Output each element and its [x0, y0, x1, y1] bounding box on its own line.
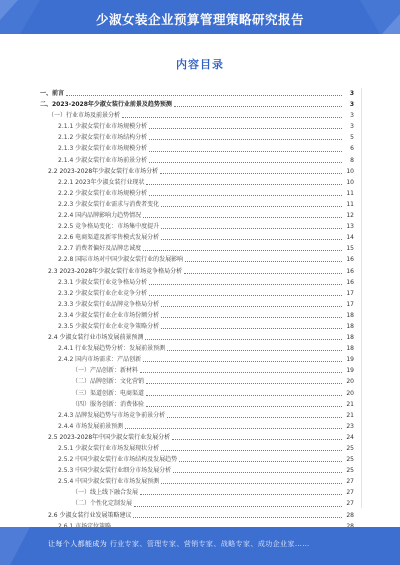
toc-entry-label: 一、前言 [40, 90, 65, 97]
toc-entry[interactable] [40, 254, 354, 265]
toc-dot-leader [185, 261, 342, 262]
toc-page-number: 16 [346, 267, 354, 275]
toc-entry-label: 2.2.2 少淑女装行业市场规模分析 [58, 189, 148, 197]
toc-dot-leader [149, 128, 342, 129]
toc-entry[interactable] [40, 510, 354, 521]
toc-entry-label: 2.3.4 少淑女装行业企业市场份额分析 [58, 311, 160, 319]
toc-entry-label: （一）线上线下融合发展 [72, 489, 139, 497]
toc-page-number: 20 [346, 378, 354, 386]
toc-entry-label: （二）品牌创新：文化营销 [72, 378, 145, 386]
toc-entry[interactable] [40, 199, 354, 210]
toc-entry-label: 2.4 少淑女装行业市场发展前景预测 [48, 334, 144, 342]
toc-entry-label: 2.1.4 少淑女装行业市场前景分析 [58, 156, 148, 164]
toc-entry-label: 2.4.2 国内市场需求：产品创新 [58, 356, 142, 364]
toc-entry[interactable] [40, 399, 354, 410]
toc-entry-label: 2.2.4 国内品牌影响力趋势情况 [58, 212, 142, 220]
toc-dot-leader [143, 217, 342, 218]
toc-entry-label: 2.5.1 少淑女装行业市场发展现状分析 [58, 445, 160, 452]
toc-page-number: 3 [349, 90, 354, 97]
toc-entry-label: 2.5.3 中国少淑女装行业细分市场发展分析 [58, 467, 172, 475]
toc-entry-label: 2.2.6 电商渠道及新零售模式发展分析 [58, 234, 160, 242]
toc-page-number: 21 [346, 400, 354, 408]
table-of-contents [40, 88, 354, 532]
toc-dot-leader [146, 406, 342, 407]
toc-page-number: 19 [346, 367, 354, 375]
toc-dot-leader [161, 306, 342, 307]
toc-dot-leader [149, 195, 342, 196]
toc-page-number: 25 [346, 445, 354, 452]
toc-page-number: 24 [346, 433, 354, 441]
toc-dot-leader [161, 239, 342, 240]
toc-dot-leader [161, 317, 342, 318]
toc-page-number: 20 [346, 389, 354, 397]
toc-dot-leader [161, 328, 342, 329]
toc-page-number: 27 [346, 500, 354, 508]
toc-dot-leader [161, 206, 342, 207]
toc-entry-label: 2.4.1 行业发展趋势分析：发展前景预测 [58, 345, 166, 353]
toc-entry-label: 2.2.5 竞争格局变化：市场集中度提升 [58, 223, 160, 231]
toc-entry[interactable] [40, 299, 354, 310]
toc-entry-label: （一）行业市场及前景分析 [48, 112, 121, 120]
toc-entry-label: 2.1.3 少淑女装行业市场规模分析 [58, 145, 148, 153]
toc-entry-label: 2.2.3 少淑女装行业需求与消费者变化 [58, 200, 160, 208]
toc-entry[interactable] [40, 221, 354, 232]
toc-page-number: 6 [350, 145, 354, 153]
toc-page-number: 18 [346, 334, 354, 342]
toc-dot-leader [184, 273, 342, 274]
toc-page-number: 25 [346, 456, 354, 464]
toc-entry-label: （二）个性化定制发展 [72, 500, 133, 508]
toc-page-number: 21 [346, 411, 354, 419]
toc-dot-leader [66, 95, 342, 96]
toc-dot-leader [149, 284, 342, 285]
header-banner [0, 0, 400, 34]
toc-page-number: 28 [346, 511, 354, 519]
toc-dot-leader [174, 106, 342, 107]
toc-entry-label: 2.1.2 少淑女装行业市场结构分析 [58, 134, 148, 142]
toc-dot-leader [161, 450, 342, 451]
toc-page-number: 17 [346, 300, 354, 308]
toc-entry[interactable] [40, 388, 354, 399]
toc-entry-label: 2.3.2 少淑女装行业企业竞争分析 [58, 289, 148, 297]
footer-slogan [48, 539, 310, 549]
toc-entry-label: （一）产品创新：新材料 [72, 367, 139, 375]
toc-entry-label: 2.3.3 少淑女装行业品牌竞争格局分析 [58, 300, 160, 308]
toc-page-number: 17 [346, 289, 354, 297]
toc-entry[interactable] [40, 321, 354, 332]
toc-entry[interactable] [40, 487, 354, 498]
toc-entry[interactable] [40, 332, 354, 343]
toc-entry[interactable] [40, 421, 354, 432]
toc-dot-leader [149, 139, 342, 140]
toc-dot-leader [167, 417, 342, 418]
toc-entry[interactable] [40, 376, 354, 387]
toc-entry-label: 2.3.5 少淑女装行业企业竞争策略分析 [58, 322, 160, 330]
toc-page-number: 15 [346, 245, 354, 253]
footer-decoration [0, 527, 40, 565]
toc-entry-label: 2.2 2023-2028年少淑女装行业市场分析 [48, 167, 159, 175]
toc-dot-leader [146, 395, 342, 396]
toc-entry-label: （四）服务创新：消费体验 [72, 400, 145, 408]
toc-dot-leader [167, 350, 342, 351]
toc-entry-label: 2.4.4 市场发展前景预测 [58, 422, 124, 430]
report-title: 少淑女装企业预算管理策略研究报告 [95, 12, 304, 27]
toc-dot-leader [179, 461, 342, 462]
toc-entry-label: 2.6 少淑女装行业发展策略建议 [48, 511, 132, 519]
toc-page-number: 19 [346, 356, 354, 364]
toc-entry[interactable] [40, 266, 354, 277]
toc-entry-label: 2.5.2 中国少淑女装行业市场结构及发展趋势 [58, 456, 178, 464]
toc-dot-leader [146, 184, 342, 185]
toc-entry[interactable] [40, 498, 354, 509]
toc-page-number: 3 [350, 123, 354, 131]
toc-page-number: 5 [350, 134, 354, 142]
toc-dot-leader [172, 439, 342, 440]
toc-page-number: 18 [346, 345, 354, 353]
toc-page-number: 27 [346, 478, 354, 486]
toc-entry[interactable] [40, 232, 354, 243]
toc-dot-leader [161, 228, 342, 229]
toc-page-number: 16 [346, 278, 354, 286]
toc-entry-label: 2.3.1 少淑女装行业竞争格局分析 [58, 278, 148, 286]
toc-dot-leader [133, 517, 342, 518]
toc-entry[interactable] [40, 465, 354, 476]
toc-entry-label: （三）渠道创新：电商渠道 [72, 389, 145, 397]
toc-entry-label: 2.1.1 少淑女装行业市场规模分析 [58, 123, 148, 131]
toc-entry-label: 2.2.7 消费者偏好及品牌忠诚度 [58, 245, 142, 253]
toc-dot-leader [161, 483, 342, 484]
toc-entry[interactable] [40, 110, 354, 121]
toc-entry[interactable] [40, 155, 354, 166]
toc-dot-leader [173, 472, 342, 473]
toc-entry-label: 二、2023-2028年少淑女装行业前景及趋势预测 [40, 101, 172, 109]
toc-page-number: 18 [346, 311, 354, 319]
toc-page-number: 16 [346, 256, 354, 264]
toc-dot-leader [149, 151, 342, 152]
toc-dot-leader [125, 428, 342, 429]
toc-dot-leader [145, 339, 342, 340]
toc-dot-leader [160, 173, 342, 174]
toc-dot-leader [134, 506, 342, 507]
toc-entry-label: 2.2.8 国际市场对中国少淑女装行业的发展影响 [58, 256, 184, 264]
toc-entry[interactable] [40, 166, 354, 177]
toc-entry[interactable] [40, 288, 354, 299]
toc-page-number: 10 [346, 167, 354, 175]
toc-entry-label: 2.3 2023-2028年少淑女装行业市场竞争格局分析 [48, 267, 183, 275]
toc-entry[interactable] [40, 310, 354, 321]
toc-entry[interactable] [40, 121, 354, 132]
toc-dot-leader [146, 383, 342, 384]
toc-heading: 内容目录 [176, 58, 224, 71]
toc-entry[interactable] [40, 88, 354, 99]
toc-page-number: 10 [346, 178, 354, 186]
toc-entry-label: 2.2.1 2023年少淑女装行业现状 [58, 178, 145, 186]
toc-entry[interactable] [40, 476, 354, 487]
toc-entry[interactable] [40, 177, 354, 188]
toc-entry-label: 2.5 2023-2028年中国少淑女装行业发展分析 [48, 433, 171, 441]
toc-entry[interactable] [40, 277, 354, 288]
toc-page-number: 3 [350, 112, 354, 120]
toc-entry-label: 2.5.4 中国少淑女装行业市场发展预测 [58, 478, 160, 486]
toc-page-number: 12 [346, 212, 354, 220]
toc-page-number: 18 [346, 322, 354, 330]
toc-entry[interactable] [40, 143, 354, 154]
toc-page-number: 14 [346, 234, 354, 242]
toc-entry[interactable] [40, 454, 354, 465]
toc-dot-leader [143, 361, 342, 362]
margin-ruler [361, 88, 366, 508]
toc-entry[interactable] [40, 365, 354, 376]
toc-page-number: 11 [346, 200, 354, 208]
toc-dot-leader [149, 162, 342, 163]
toc-entry[interactable] [40, 210, 354, 221]
toc-page-number: 13 [346, 223, 354, 231]
toc-page-number: 11 [346, 189, 354, 197]
toc-page-number: 23 [346, 422, 354, 430]
toc-dot-leader [149, 295, 342, 296]
footer-slogan-tags: 行业专家、管理专家、营销专家、战略专家、成功企业家…… [109, 540, 310, 548]
toc-entry[interactable] [40, 99, 354, 110]
toc-entry[interactable] [40, 343, 354, 354]
toc-entry-label: 2.4.3 品牌发展趋势与市场竞争前景分析 [58, 411, 166, 419]
toc-page-number: 3 [349, 101, 354, 109]
toc-dot-leader [140, 494, 342, 495]
toc-entry[interactable] [40, 410, 354, 421]
toc-entry[interactable] [40, 432, 354, 443]
toc-entry[interactable] [40, 132, 354, 143]
toc-page-number: 25 [346, 467, 354, 475]
toc-entry[interactable] [40, 243, 354, 254]
toc-page-number: 8 [350, 156, 354, 164]
toc-entry[interactable] [40, 443, 354, 454]
toc-entry[interactable] [40, 354, 354, 365]
toc-entry[interactable] [40, 188, 354, 199]
footer-slogan-lead: 让每个人都能成为 [48, 540, 108, 548]
toc-dot-leader [122, 117, 342, 118]
toc-dot-leader [140, 372, 342, 373]
toc-page-number: 27 [346, 489, 354, 497]
toc-dot-leader [143, 250, 342, 251]
